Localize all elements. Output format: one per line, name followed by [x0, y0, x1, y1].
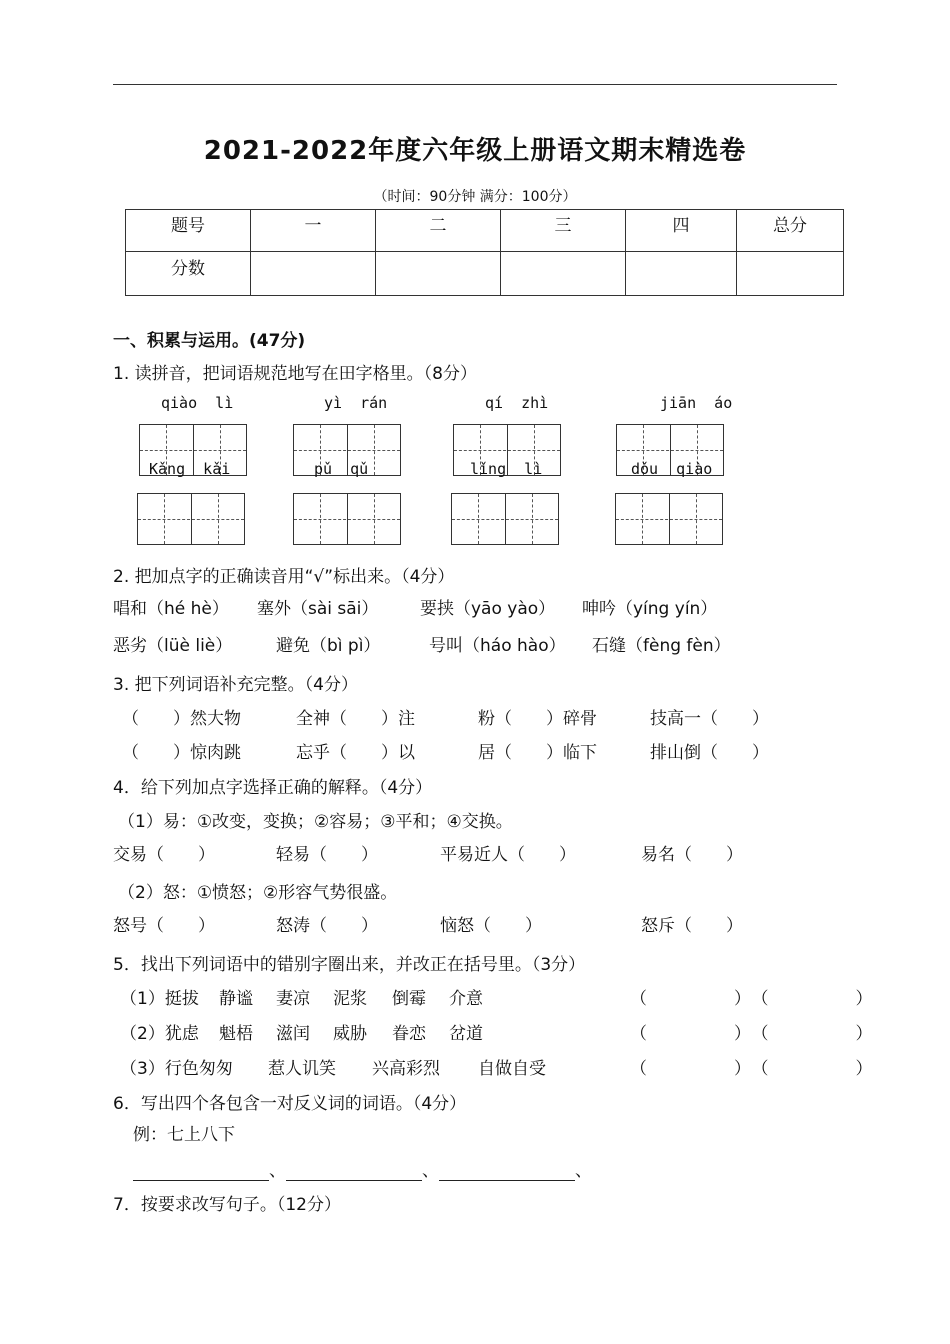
answer-blank[interactable]: [133, 1162, 269, 1181]
meaning-choice-item[interactable]: 轻易（ ）: [276, 845, 378, 865]
answer-blank[interactable]: [439, 1162, 575, 1181]
header-label: 题号: [171, 216, 205, 236]
pronunciation-item: 呻吟（yíng yín）: [582, 599, 718, 619]
tianzige-grid[interactable]: [451, 493, 559, 545]
pinyin-label: lǐng lì: [470, 460, 543, 478]
separator: 、: [269, 1161, 286, 1181]
pronunciation-item: 石缝（fèng fèn）: [592, 636, 731, 656]
question-6-prompt: 6．写出四个各包含一对反义词的词语。（4分）: [113, 1094, 467, 1114]
meaning-choice-item[interactable]: 交易（ ）: [113, 845, 215, 865]
pronunciation-item: 恶劣（lüè liè）: [113, 636, 233, 656]
meaning-choice-item[interactable]: 恼怒（ ）: [440, 916, 542, 936]
word-item: 魁梧: [219, 1024, 253, 1044]
word-item: （2）犹虑: [120, 1024, 199, 1044]
word-item: （1）挺拔: [120, 989, 199, 1009]
answer-lines: [133, 1156, 592, 1181]
score-cell[interactable]: [376, 252, 501, 296]
score-cell[interactable]: [501, 252, 626, 296]
answer-parentheses[interactable]: （ ）（ ）: [630, 989, 882, 1009]
header-label: 四: [672, 216, 690, 236]
definition-list: （2）怒：①愤怒；②形容气势很盛。: [118, 883, 398, 903]
answer-parentheses[interactable]: （ ）（ ）: [630, 1024, 882, 1044]
score-cell[interactable]: [737, 252, 844, 296]
word-item: 介意: [449, 989, 483, 1009]
word-item: 惹人讥笑: [268, 1059, 336, 1079]
answer-parentheses[interactable]: （ ）（ ）: [630, 1059, 882, 1079]
pinyin-label: dǒu qiào: [631, 460, 713, 478]
pronunciation-item: 避免（bì pì）: [276, 636, 381, 656]
word-item: 泥浆: [333, 989, 367, 1009]
idiom-fill-item[interactable]: 排山倒（ ）: [650, 743, 769, 763]
pinyin-label: qiào lì: [161, 394, 234, 412]
section-heading: 一、积累与运用。(47分): [113, 331, 306, 351]
idiom-fill-item[interactable]: 全神（ ）注: [296, 709, 415, 729]
score-header-cell: [251, 210, 376, 252]
header-label: 二: [429, 216, 447, 236]
score-table-row: [126, 252, 844, 296]
score-row-label: [126, 252, 251, 296]
pinyin-label: jiān áo: [660, 394, 733, 412]
tianzige-grid[interactable]: [137, 493, 245, 545]
word-item: 自做自受: [478, 1059, 546, 1079]
word-item: 眷恋: [392, 1024, 426, 1044]
question-7-prompt: 7．按要求改写句子。（12分）: [113, 1195, 341, 1215]
word-item: 滋闰: [276, 1024, 310, 1044]
idiom-fill-item[interactable]: 粉（ ）碎骨: [478, 709, 597, 729]
score-header-cell: [501, 210, 626, 252]
idiom-fill-item[interactable]: 居（ ）临下: [478, 743, 597, 763]
score-header-cell: [626, 210, 737, 252]
meaning-choice-item[interactable]: 怒斥（ ）: [641, 916, 743, 936]
idiom-fill-item[interactable]: 技高一（ ）: [650, 709, 769, 729]
question-1-prompt: 1. 读拼音，把词语规范地写在田字格里。（8分）: [113, 364, 477, 384]
score-cell[interactable]: [626, 252, 737, 296]
word-item: 静谧: [219, 989, 253, 1009]
word-item: 兴高彩烈: [372, 1059, 440, 1079]
meaning-choice-item[interactable]: 平易近人（ ）: [440, 845, 576, 865]
score-cell[interactable]: [251, 252, 376, 296]
example-text: 例：七上八下: [133, 1125, 235, 1145]
tianzige-grid[interactable]: [615, 493, 723, 545]
answer-blank[interactable]: [286, 1162, 422, 1181]
header-label: 总分: [773, 216, 807, 236]
question-2-prompt: 2. 把加点字的正确读音用“√”标出来。（4分）: [113, 567, 455, 587]
question-5-prompt: 5．找出下列词语中的错别字圈出来，并改正在括号里。（3分）: [113, 955, 586, 975]
word-item: 倒霉: [392, 989, 426, 1009]
question-4-prompt: 4．给下列加点字选择正确的解释。（4分）: [113, 778, 433, 798]
meaning-choice-item[interactable]: 怒涛（ ）: [276, 916, 378, 936]
pronunciation-item: 塞外（sài sāi）: [257, 599, 379, 619]
score-header-cell: [126, 210, 251, 252]
page-title: 2021-2022年度六年级上册语文期末精选卷: [203, 136, 747, 166]
idiom-fill-item[interactable]: （ ）然大物: [122, 709, 241, 729]
score-table-header-row: [126, 210, 844, 252]
meaning-choice-item[interactable]: 易名（ ）: [641, 845, 743, 865]
pronunciation-item: 号叫（háo hào）: [429, 636, 566, 656]
header-label: 一: [304, 216, 322, 236]
score-header-cell: [737, 210, 844, 252]
row-label: 分数: [171, 259, 205, 279]
question-3-prompt: 3. 把下列词语补充完整。（4分）: [113, 675, 358, 695]
definition-list: （1）易：①改变，变换；②容易；③平和；④交换。: [118, 812, 513, 832]
idiom-fill-item[interactable]: （ ）惊肉跳: [122, 743, 241, 763]
idiom-fill-item[interactable]: 忘乎（ ）以: [296, 743, 415, 763]
tianzige-grid[interactable]: [293, 493, 401, 545]
header-label: 三: [554, 216, 572, 236]
score-header-cell: [376, 210, 501, 252]
score-table: [125, 209, 844, 296]
top-rule: [113, 84, 837, 85]
pinyin-label: yì rán: [324, 394, 388, 412]
word-item: 岔道: [449, 1024, 483, 1044]
separator: 、: [575, 1161, 592, 1181]
meaning-choice-item[interactable]: 怒号（ ）: [113, 916, 215, 936]
pinyin-label: qí zhì: [485, 394, 549, 412]
separator: 、: [422, 1161, 439, 1181]
pronunciation-item: 要挟（yāo yào）: [420, 599, 556, 619]
word-item: （3）行色匆匆: [120, 1059, 233, 1079]
word-item: 妻凉: [276, 989, 310, 1009]
pronunciation-item: 唱和（hé hè）: [113, 599, 229, 619]
word-item: 威胁: [333, 1024, 367, 1044]
exam-info: （时间：90分钟 满分：100分）: [373, 189, 577, 205]
pinyin-label: Kǎng kǎi: [149, 460, 231, 478]
pinyin-label: pǔ qǔ: [314, 460, 369, 478]
